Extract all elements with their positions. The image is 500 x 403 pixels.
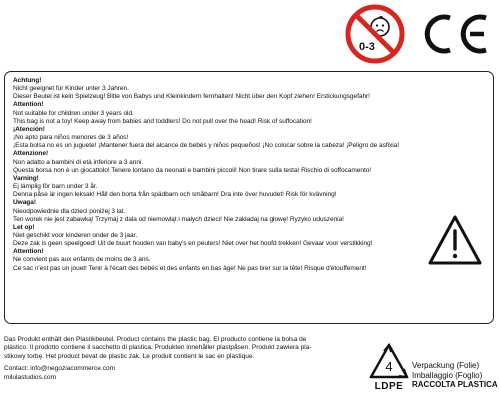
top-icons bbox=[344, 3, 492, 65]
packaging-collection: RACCOLTA PLASTICA bbox=[412, 380, 498, 390]
warning-heading: Attention! bbox=[13, 248, 44, 256]
age-label: 0-3 bbox=[359, 41, 375, 53]
ce-mark-symbol bbox=[418, 12, 492, 56]
warning-box bbox=[4, 71, 494, 324]
packaging-info bbox=[412, 361, 498, 390]
warning-line: Niet geschikt voor kinderen onder de 3 jaar. bbox=[13, 231, 138, 239]
packaging-line: Verpackung (Folie) bbox=[412, 361, 480, 370]
product-line: stikowy torbę. Het product bevat de plastic zak. Le produit contient le sac en plastique. bbox=[4, 352, 255, 360]
age-warning-symbol bbox=[344, 3, 406, 65]
no-under-3-icon bbox=[344, 3, 406, 65]
warning-line: Nieodpowiednie dla dzieci poniżej 3 lat. bbox=[13, 207, 126, 215]
warning-heading: Achtung! bbox=[13, 77, 42, 84]
product-line: Das Produkt enthält den Plastikbeutel. Product contains the plastic bag. El producto contiene la bolsa de bbox=[4, 336, 307, 343]
warning-line: Questa borsa non è un giocattolo! Tenere lontano da neonati e bambini piccoli! Non tirare sulla testa! Rischio di soffocamento! bbox=[13, 166, 372, 174]
warning-heading: Varning! bbox=[13, 174, 39, 182]
ce-mark bbox=[418, 12, 492, 56]
warning-heading: Attention! bbox=[13, 101, 44, 109]
contact-email: Contact: info@negoziacommerce.com bbox=[4, 365, 116, 373]
warning-line: Denna påse är ingen leksak! Håll den borta från spädbarn och småbarn! Dra inte över huvudet! Risk för kvävning! bbox=[13, 191, 337, 199]
exclamation-triangle-icon bbox=[427, 214, 483, 266]
warning-line: Deze zak is geen speelgoed! Uit de buurt houden van baby's en peuters! Niet over het hoofd trekken! Gevaar voor verstikking! bbox=[13, 240, 373, 248]
warning-line: Dieser Beutel ist kein Spielzeug! Bitte von Babys und Kleinkindern fernhalten! Nicht über den Kopf ziehen! Erstickungsgefahr! bbox=[13, 93, 370, 101]
warning-line: ¡Esta bolsa no es un juguete! ¡Mantener fuera del alcance de bebés y niños pequeños! ¡No colocar sobre la cabeza! ¡Peligro de asfixia! bbox=[13, 142, 399, 150]
warning-line: Ten worek nie jest zabawką! Trzymaj z dala od niemowląt i małych dzieci! Nie zakładaj na głowę! Ryzyko uduszenia! bbox=[13, 215, 344, 223]
warning-heading: Uwaga! bbox=[13, 199, 36, 207]
packaging-line: Imballaggio (Foglio) bbox=[412, 370, 483, 380]
warning-line: Ej lämplig för barn under 3 år. bbox=[13, 183, 98, 191]
warning-line: Non adatto a bambini di età inferiore a 3 anni. bbox=[13, 158, 144, 166]
warning-line: ¡No apto para niños menores de 3 años! bbox=[13, 134, 129, 142]
warning-line: This bag is not a toy! Keep away from babies and toddlers! Do not pull over the head! Risk of suffocation! bbox=[13, 117, 312, 125]
recycle-number: 4 bbox=[385, 359, 393, 374]
warning-heading: Let op! bbox=[13, 223, 35, 231]
recycle-code: LDPE bbox=[374, 381, 404, 392]
product-info-text bbox=[4, 336, 354, 382]
warning-line: Nicht geeignet für Kinder unter 3 Jahren. bbox=[13, 85, 129, 93]
warning-text bbox=[13, 77, 429, 273]
warning-line: Not suitable for children under 3 years old. bbox=[13, 109, 134, 117]
warning-heading: ¡Atención! bbox=[13, 125, 45, 133]
contact-website: milulastudios.com bbox=[4, 373, 57, 381]
recycle-triangle-icon bbox=[368, 342, 410, 394]
warning-line: Ce sac n'est pas un jouet! Tenir à l'écart des bébés et des enfants en bas âge! Ne pas tirer sur la tête! Risque d'étouffement! bbox=[13, 264, 367, 272]
product-line: plástico. Il prodotto contiene il sacchetto di plastica. Produkten innehåller plastpåsen. Produkt zawiera pla- bbox=[4, 344, 312, 352]
warning-line: Ne convient pas aux enfants de moins de 3 ans. bbox=[13, 256, 151, 264]
warning-heading: Attenzione! bbox=[13, 150, 49, 158]
